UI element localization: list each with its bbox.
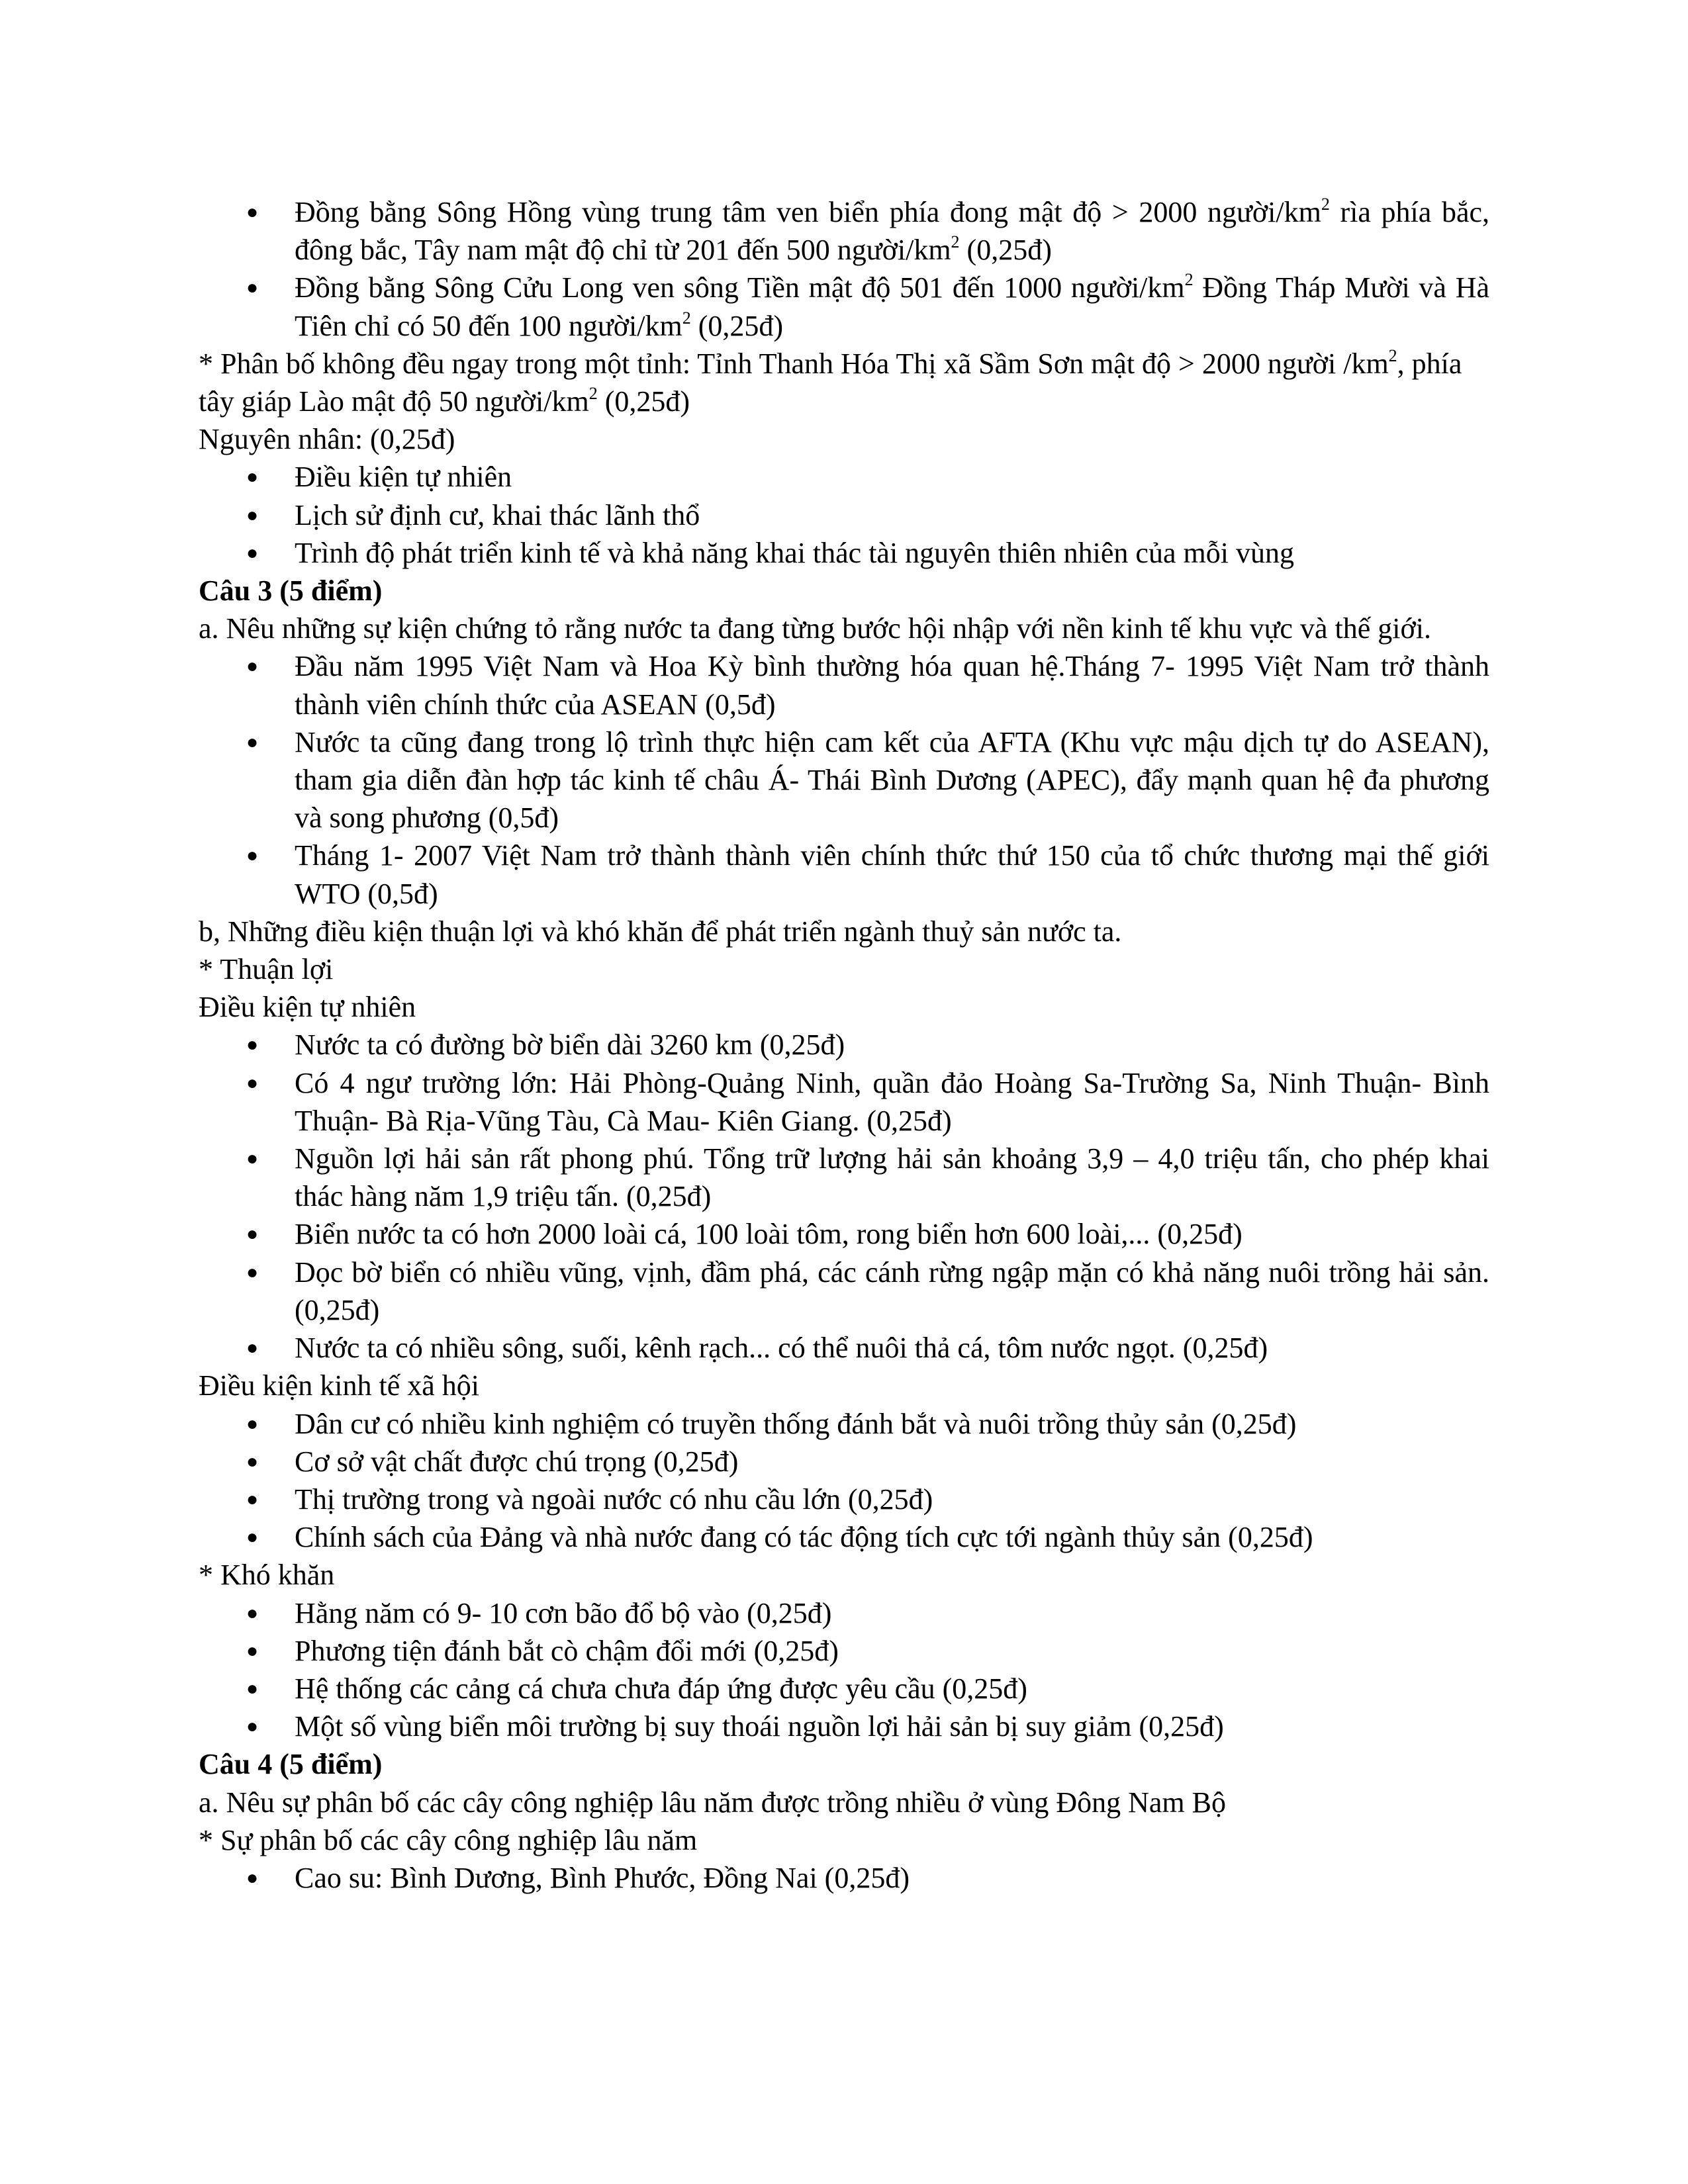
integration-events-list — [199, 647, 1489, 912]
bullet-icon: ● — [246, 844, 259, 867]
bullet-icon: ● — [246, 1526, 259, 1549]
list-item: ● Điều kiện tự nhiên — [199, 458, 1489, 496]
document-page — [199, 193, 1489, 1897]
advantages-heading: * Thuận lợi — [199, 953, 334, 986]
list-item: ● Trình độ phát triển kinh tế và khả năng khai thác tài nguyên thiên nhiên của mỗi vùng — [199, 534, 1489, 572]
disadvantages-list — [199, 1594, 1489, 1746]
bullet-icon: ● — [246, 1337, 259, 1359]
list-item: ● Cơ sở vật chất được chú trọng (0,25đ) — [199, 1443, 1489, 1480]
bullet-icon: ● — [246, 1866, 259, 1889]
list-item: ● Lịch sử định cư, khai thác lãnh thổ — [199, 496, 1489, 534]
bullet-icon: ● — [246, 277, 259, 299]
bullet-icon: ● — [246, 1602, 259, 1624]
bullet-icon: ● — [246, 731, 259, 753]
question-3-title: Câu 3 (5 điểm) — [199, 574, 383, 608]
perennial-crops-list — [199, 1859, 1489, 1897]
bullet-icon: ● — [246, 541, 259, 564]
bullet-icon: ● — [246, 466, 259, 488]
bullet-icon: ● — [246, 1071, 259, 1094]
natural-conditions-heading: Điều kiện tự nhiên — [199, 991, 416, 1024]
list-item: ● Hằng năm có 9- 10 cơn bão đổ bộ vào (0,25đ) — [199, 1594, 1489, 1632]
bullet-icon: ● — [246, 655, 259, 678]
bullet-icon: ● — [246, 1715, 259, 1738]
bullet-icon: ● — [246, 201, 259, 223]
natural-conditions-list — [199, 1026, 1489, 1367]
distribution-paragraph: * Phân bố không đều ngay trong một tỉnh: Tỉnh Thanh Hóa Thị xã Sầm Sơn mật độ > 2000 người $/km^2$, phía tây giáp Lào mật độ 50 người/$km^2$ (0,25đ) — [199, 345, 1462, 418]
list-item: ● Có 4 ngư trường lớn: Hải Phòng-Quảng Ninh, quần đảo Hoàng Sa-Trường Sa, Ninh Thuận- Bình Thuận- Bà Rịa-Vũng Tàu, Cà Mau- Kiên Giang. (0,25đ) — [199, 1064, 1489, 1140]
bullet-icon: ● — [246, 504, 259, 526]
question-4-title: Câu 4 (5 điểm) — [199, 1748, 383, 1781]
bullet-icon: ● — [246, 1034, 259, 1056]
perennial-crops-heading: * Sự phân bố các cây công nghiệp lâu năm — [199, 1823, 698, 1856]
disadvantages-heading: * Khó khăn — [199, 1559, 335, 1592]
list-item: ● Dân cư có nhiều kinh nghiệm có truyền thống đánh bắt và nuôi trồng thủy sản (0,25đ) — [199, 1405, 1489, 1443]
question-3b-prompt: b, Những điều kiện thuận lợi và khó khăn để phát triển ngành thuỷ sản nước ta. — [199, 915, 1122, 948]
list-item: ● Đồng bằng Sông Cửu Long ven sông Tiền mật độ 501 đến 1000 người/$km^2$ Đồng Tháp Mười và Hà Tiên chỉ có 50 đến 100 người/$km^2$ (0,25đ) — [246, 270, 1489, 342]
question-3a-prompt: a. Nêu những sự kiện chứng tỏ rằng nước ta đang từng bước hội nhập với nền kinh tế khu vực và thế giới. — [199, 612, 1431, 645]
bullet-icon: ● — [246, 1450, 259, 1473]
list-item: ● Đầu năm 1995 Việt Nam và Hoa Kỳ bình thường hóa quan hệ.Tháng 7- 1995 Việt Nam trở thành thành viên chính thức của ASEAN (0,5đ) — [199, 647, 1489, 723]
causes-heading: Nguyên nhân: (0,25đ) — [199, 423, 455, 456]
list-item: ● Đồng bằng Sông Hồng vùng trung tâm ven biển phía đong mật độ > 2000 người/$km^2$ rìa phía bắc, đông bắc, Tây nam mật độ chỉ từ 201 đến 500 người/$km^2$ (0,25đ) — [246, 195, 1490, 267]
bullet-icon: ● — [246, 1261, 259, 1283]
list-item: ● Dọc bờ biển có nhiều vũng, vịnh, đầm phá, các cánh rừng ngập mặn có khả năng nuôi trồng hải sản. (0,25đ) — [199, 1253, 1489, 1329]
list-item: ● Nước ta cũng đang trong lộ trình thực hiện cam kết của AFTA (Khu vực mậu dịch tự do ASEAN), tham gia diễn đàn hợp tác kinh tế châu Á- Thái Bình Dương (APEC), đẩy mạnh quan hệ đa phương và song phương (0,5đ) — [199, 723, 1489, 837]
socio-economic-list — [199, 1405, 1489, 1557]
bullet-icon: ● — [246, 1412, 259, 1435]
list-item: ● Tháng 1- 2007 Việt Nam trở thành thành viên chính thức thứ 150 của tổ chức thương mại thế giới WTO (0,5đ) — [199, 837, 1489, 912]
list-item: ● Hệ thống các cảng cá chưa chưa đáp ứng được yêu cầu (0,25đ) — [199, 1670, 1489, 1707]
density-list — [199, 193, 1489, 345]
list-item: ● Một số vùng biển môi trường bị suy thoái nguồn lợi hải sản bị suy giảm (0,25đ) — [199, 1707, 1489, 1745]
list-item: ● Biển nước ta có hơn 2000 loài cá, 100 loài tôm, rong biển hơn 600 loài,... (0,25đ) — [199, 1215, 1489, 1253]
bullet-icon: ● — [246, 1223, 259, 1246]
list-item: ● Nước ta có nhiều sông, suối, kênh rạch... có thể nuôi thả cá, tôm nước ngọt. (0,25đ) — [199, 1329, 1489, 1367]
bullet-icon: ● — [246, 1488, 259, 1510]
list-item: ● Nguồn lợi hải sản rất phong phú. Tổng trữ lượng hải sản khoảng 3,9 – 4,0 triệu tấn, cho phép khai thác hàng năm 1,9 triệu tấn. (0,25đ) — [199, 1140, 1489, 1215]
list-item: ● Cao su: Bình Dương, Bình Phước, Đồng Nai (0,25đ) — [199, 1859, 1489, 1897]
list-item: ● Phương tiện đánh bắt cò chậm đổi mới (0,25đ) — [199, 1632, 1489, 1670]
causes-list — [199, 458, 1489, 572]
bullet-icon: ● — [246, 1639, 259, 1662]
list-item: ● Nước ta có đường bờ biển dài 3260 km (0,25đ) — [199, 1026, 1489, 1064]
bullet-icon: ● — [246, 1677, 259, 1700]
bullet-icon: ● — [246, 1148, 259, 1170]
question-4a-prompt: a. Nêu sự phân bố các cây công nghiệp lâu năm được trồng nhiều ở vùng Đông Nam Bộ — [199, 1786, 1226, 1819]
socio-economic-heading: Điều kiện kinh tế xã hội — [199, 1369, 480, 1402]
list-item: ● Thị trường trong và ngoài nước có nhu cầu lớn (0,25đ) — [199, 1480, 1489, 1518]
list-item: ● Chính sách của Đảng và nhà nước đang có tác động tích cực tới ngành thủy sản (0,25đ) — [199, 1518, 1489, 1556]
